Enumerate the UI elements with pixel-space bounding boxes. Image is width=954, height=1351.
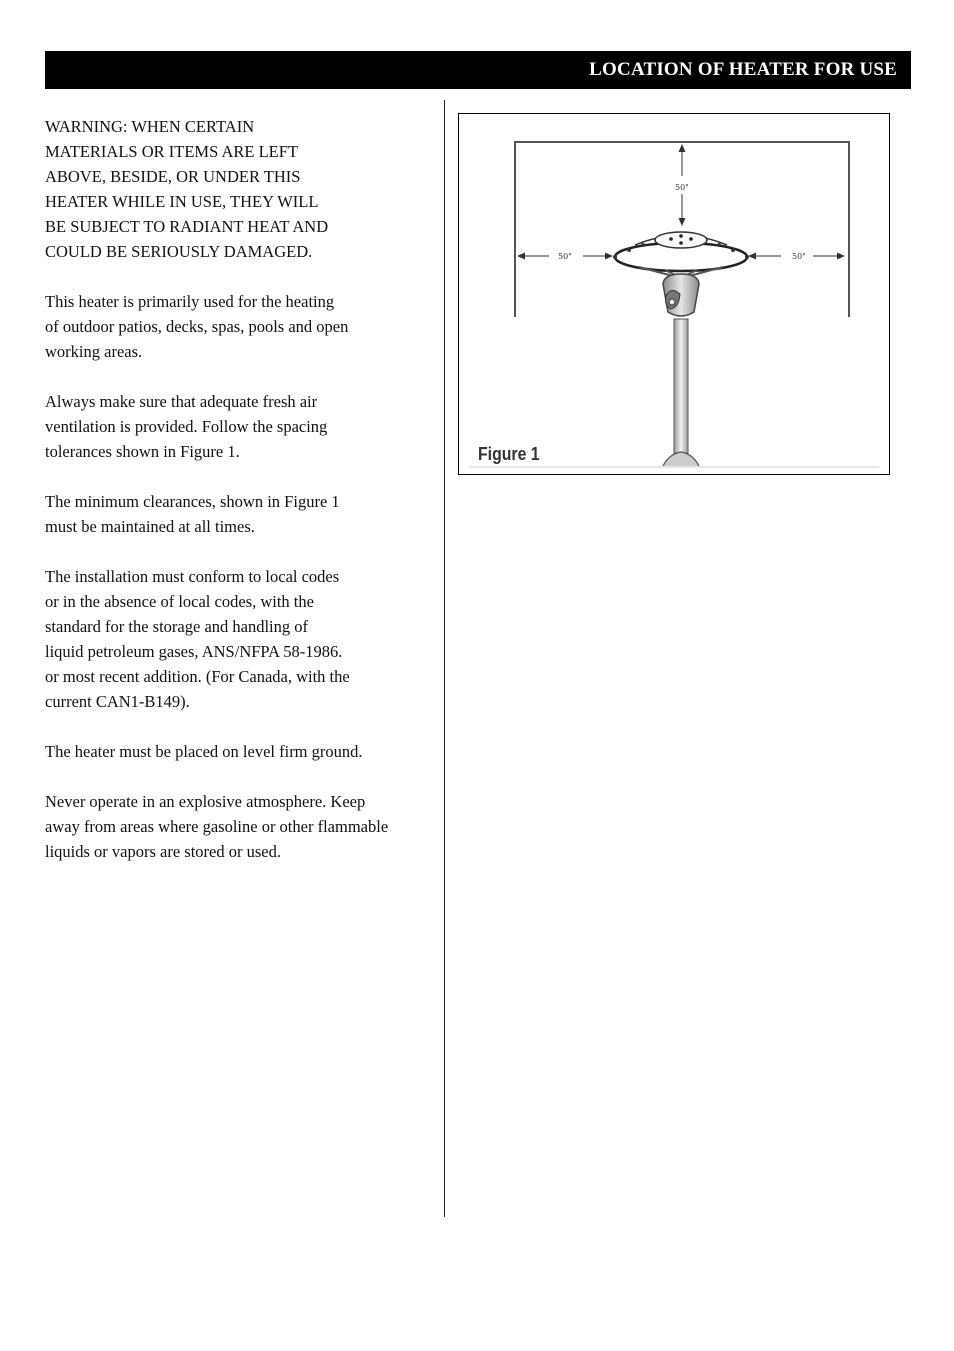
section-title: LOCATION OF HEATER FOR USE (589, 59, 897, 80)
clearance-paragraph: The minimum clearances, shown in Figure 1 must be maintained at all times. (45, 492, 340, 536)
heater-clearance-diagram (459, 114, 889, 474)
instructions-column (45, 114, 440, 889)
atmosphere-paragraph: Never operate in an explosive atmosphere. Keep away from areas where gasoline or other flammable liquids or vapors are stored or used. (45, 792, 389, 861)
section-header-bar (45, 51, 911, 89)
codes-paragraph: The installation must conform to local codes or in the absence of local codes, with the standard for the storage and handling of liquid petroleum gases, ANS/NFPA 58-1986. or most recent addition. (For Canada, with the current CAN1-B149). (45, 567, 350, 711)
column-divider (444, 100, 445, 1217)
warning-paragraph: WARNING: WHEN CERTAIN MATERIALS OR ITEMS ARE LEFT ABOVE, BESIDE, OR UNDER THIS HEATER WHILE IN USE, THEY WILL BE SUBJECT TO RADIANT HEAT AND COULD BE SERIOUSLY DAMAGED. (45, 117, 329, 261)
dimension-right-label: 50" (792, 252, 806, 261)
dimension-left-label: 50" (558, 252, 572, 261)
heater-illustration (469, 232, 879, 467)
ventilation-paragraph: Always make sure that adequate fresh air ventilation is provided. Follow the spacing tolerances shown in Figure 1. (45, 392, 328, 461)
ground-paragraph: The heater must be placed on level firm ground. (45, 742, 363, 761)
usage-paragraph: This heater is primarily used for the heating of outdoor patios, decks, spas, pools and open working areas. (45, 292, 349, 361)
figure-caption: Figure 1 (478, 444, 540, 464)
dimension-top-label: 50" (675, 183, 689, 192)
figure-1 (458, 113, 890, 475)
